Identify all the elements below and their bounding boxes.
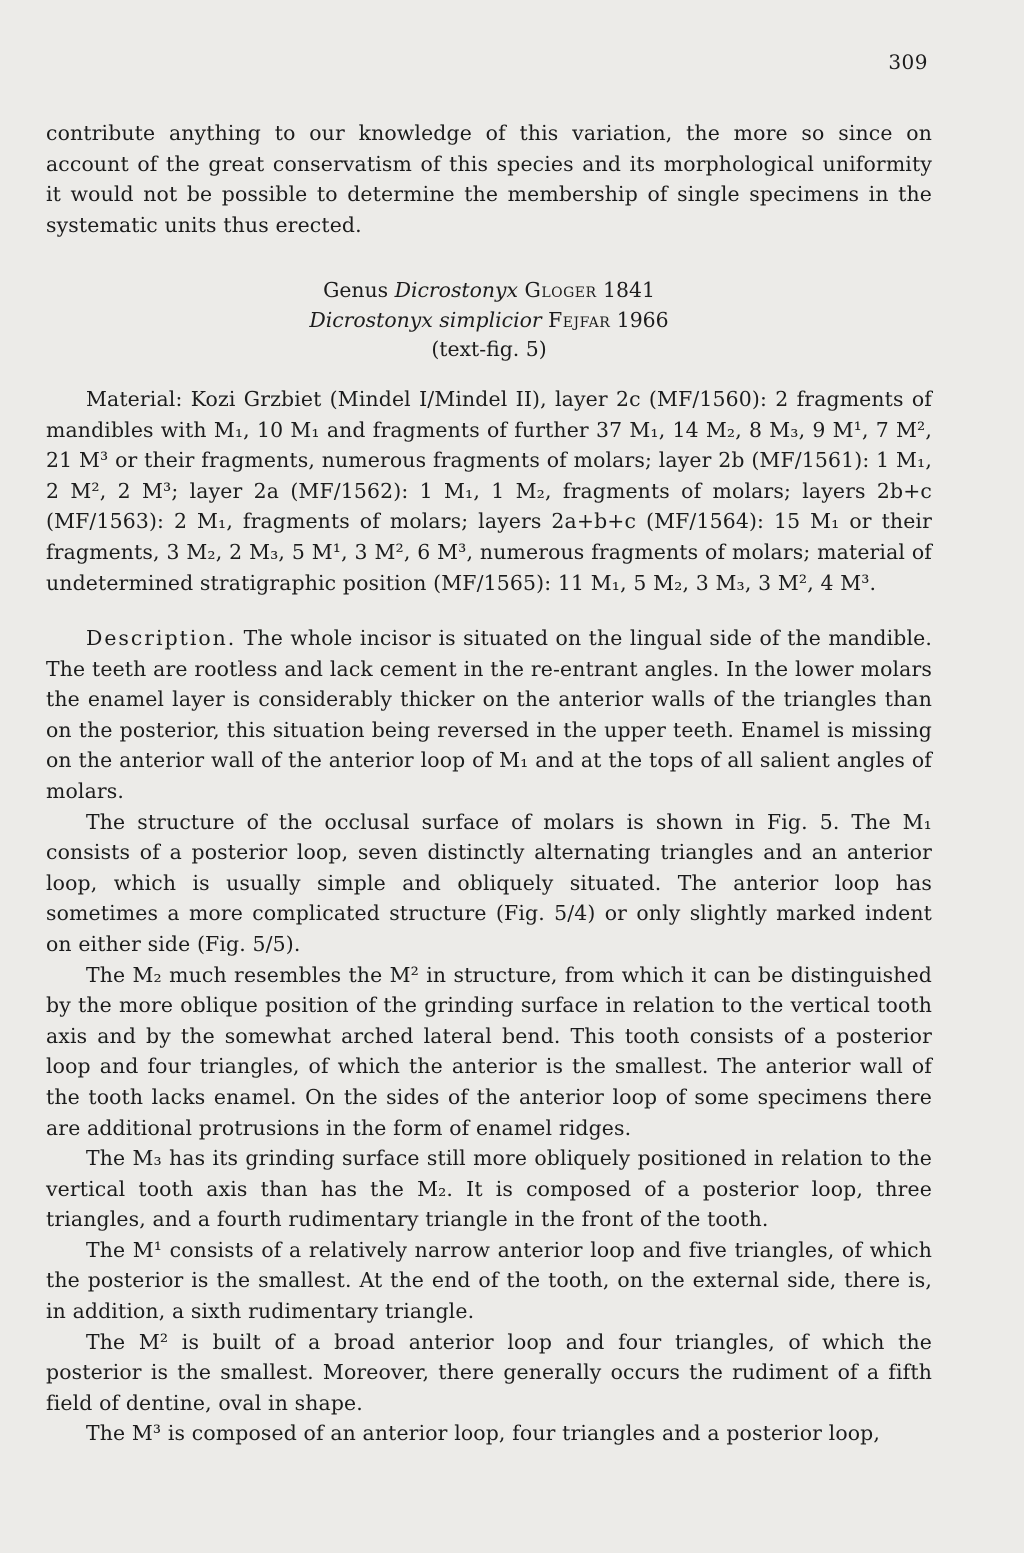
description-label: Description. [86,626,237,650]
body-paragraph-m1: The structure of the occlusal surface of molars is shown in Fig. 5. The M₁ consists of a posterior loop, seven distinctly alternating triangles and an anterior loop, which is usually simple and obliquely situated. The anterior loop has sometimes a more complicated structure (Fig. 5/4) or only slightly marked indent on either side (Fig. 5/5). [46,809,932,956]
species-author: Fejfar [548,307,611,332]
description-text: The whole incisor is situated on the lingual side of the mandible. The teeth are rootless and lack cement in the re-entrant angles. In the lower molars the enamel layer is considerably thicker on the anterior walls of the triangles than on the posterior, this situation being reversed in the upper teeth. Enamel is missing on the anterior wall of the anterior loop of M₁ and at the tops of all salient angles of molars. [46,626,932,803]
genus-prefix: Genus [323,278,395,302]
species-name: Dicrostonyx simplicior [309,307,542,332]
page-number: 309 [888,50,928,74]
description-section [46,623,932,1449]
figure-reference: (text-fig. 5) [431,337,547,361]
material-label: Material: [86,387,183,411]
material-paragraph [46,384,932,598]
material-section [46,384,932,598]
body-paragraph-m2: The M₂ much resembles the M² in structure, from which it can be distinguished by the more oblique position of the grinding surface in relation to the vertical tooth axis and by the somewhat arched lateral bend. This tooth consists of a posterior loop and four triangles, of which the anterior is the smallest. The anterior wall of the tooth lacks enamel. On the sides of the anterior loop of some specimens there are additional protrusions in the form of enamel ridges. [46,962,932,1140]
body-paragraph-upper-m1: The M¹ consists of a relatively narrow anterior loop and five triangles, of which the posterior is the smallest. At the end of the tooth, on the external side, there is, in addition, a sixth rudimentary triangle. [46,1237,932,1324]
genus-year: 1841 [596,278,655,302]
genus-author: Gloger [524,278,597,302]
intro-text: contribute anything to our knowledge of this variation, the more so since on account of the great conservatism of this species and its morphological uniformity it would not be possible to determine the membership of single specimens in the systematic units thus erected. [46,121,932,237]
body-paragraph-m3: The M₃ has its grinding surface still more obliquely positioned in relation to the vertical tooth axis than has the M₂. It is composed of a posterior loop, three triangles, and a fourth rudimentary triangle in the front of the tooth. [46,1146,932,1232]
description-paragraph [46,623,932,807]
genus-name: Dicrostonyx [394,278,519,302]
genus-line [46,276,932,306]
intro-paragraph [46,118,932,240]
species-line [46,306,932,336]
material-text: Kozi Grzbiet (Mindel I/Mindel II), layer 2c (MF/1560): 2 fragments of mandibles with M₁, 10 M₁ and fragments of further 37 M₁, 14 M₂, 8 M₃, 9 M¹, 7 M², 21 M³ or their fragments, numerous fragments of molars; layer 2b (MF/1561): 1 M₁, 2 M², 2 M³; layer 2a (MF/1562): 1 M₁, 1 M₂, fragments of molars; layers 2b+c (MF/1563): 2 M₁, fragments of molars; layers 2a+b+c (MF/1564): 15 M₁ or their fragments, 3 M₂, 2 M₃, 5 M¹, 3 M², 6 M³, numerous fragments of molars; material of undetermined stratigraphic position (MF/1565): 11 M₁, 5 M₂, 3 M₃, 3 M², 4 M³. [46,387,933,595]
taxon-heading [46,276,932,365]
body-paragraph-upper-m3: The M³ is composed of an anterior loop, four triangles and a posterior loop, [86,1421,881,1446]
body-paragraph-upper-m2: The M² is built of a broad anterior loop and four triangles, of which the posterior is the smallest. Moreover, there generally occurs the rudiment of a fifth field of dentine, oval in shape. [46,1329,932,1415]
species-year: 1966 [610,307,669,332]
